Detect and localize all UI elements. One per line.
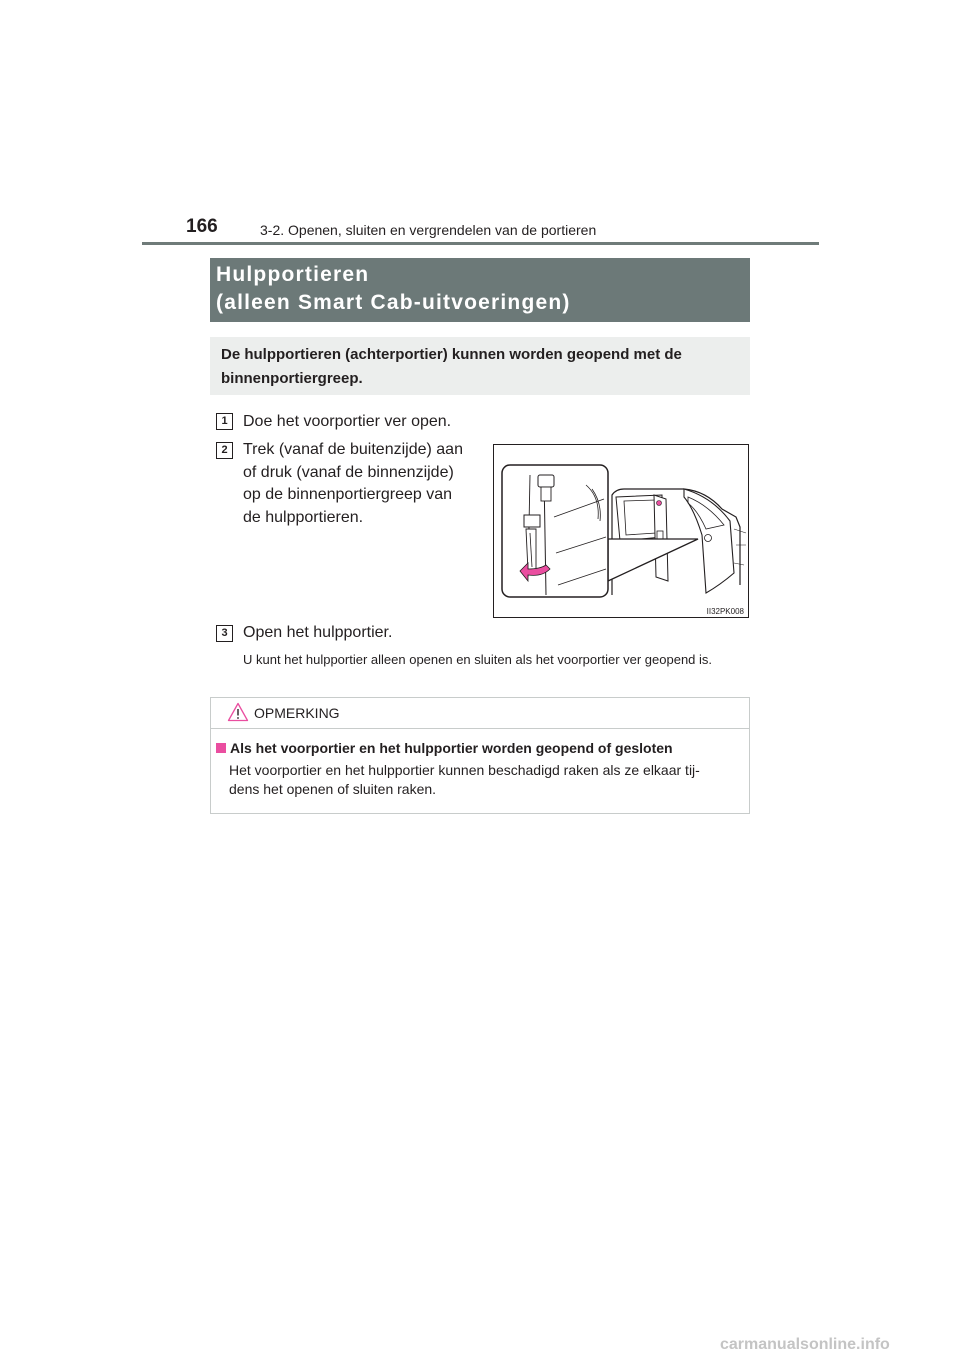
page-number: 166: [186, 216, 218, 237]
step-2-line: Trek (vanaf de buitenzijde) aan: [243, 441, 463, 458]
note-text: U kunt het hulpportier alleen openen en sluiten als het voorportier ver geopend is.: [243, 652, 713, 667]
notice-subheading-text: Als het voorportier en het hulpportier worden geopend of gesloten: [230, 740, 673, 756]
intro-box: [210, 337, 750, 395]
notice-header: [211, 698, 749, 729]
intro-line1: De hulpportieren (achterportier) kunnen worden geopend met de: [221, 346, 682, 363]
step-2-line: of druk (vanaf de binnenzijde): [243, 463, 454, 481]
step-2-text: [243, 439, 480, 529]
step-1-line: Doe het voorportier ver open.: [243, 413, 452, 430]
notice-label: OPMERKING: [254, 705, 340, 721]
step-number-1: 1: [216, 413, 233, 430]
notice-box: [210, 697, 750, 814]
step-3-text: [243, 622, 392, 645]
step-2-line: de hulpportieren.: [243, 508, 364, 526]
step-3-line: Open het hulpportier.: [243, 624, 393, 641]
notice-body-line1: Het voorportier en het hulpportier kunnen beschadigd raken als ze elkaar tij-: [229, 762, 700, 778]
intro-line2: binnenportiergreep.: [221, 370, 363, 387]
warning-icon: [227, 702, 249, 722]
door-handle-illustration: [493, 444, 749, 618]
step-number-2: 2: [216, 442, 233, 459]
step-2-line: op de binnenportiergreep van: [243, 486, 453, 503]
section-title: [210, 258, 750, 322]
square-bullet-icon: [216, 743, 226, 753]
section-title-line1: Hulpportieren: [216, 263, 370, 286]
figure-code: II32PK008: [706, 607, 744, 616]
header-rule: [142, 242, 819, 245]
step-number-3: 3: [216, 625, 233, 642]
illustration-drawing: [494, 445, 748, 617]
watermark: carmanualsonline.info: [720, 1336, 890, 1353]
notice-body-line2: dens het openen of sluiten raken.: [229, 781, 437, 797]
notice-subheading: [216, 740, 673, 756]
section-title-line2: (alleen Smart Cab-uitvoeringen): [216, 291, 571, 314]
step-1-text: [243, 411, 451, 434]
running-head: 3-2. Openen, sluiten en vergrendelen van de portieren: [260, 222, 597, 238]
notice-body: [229, 761, 743, 799]
